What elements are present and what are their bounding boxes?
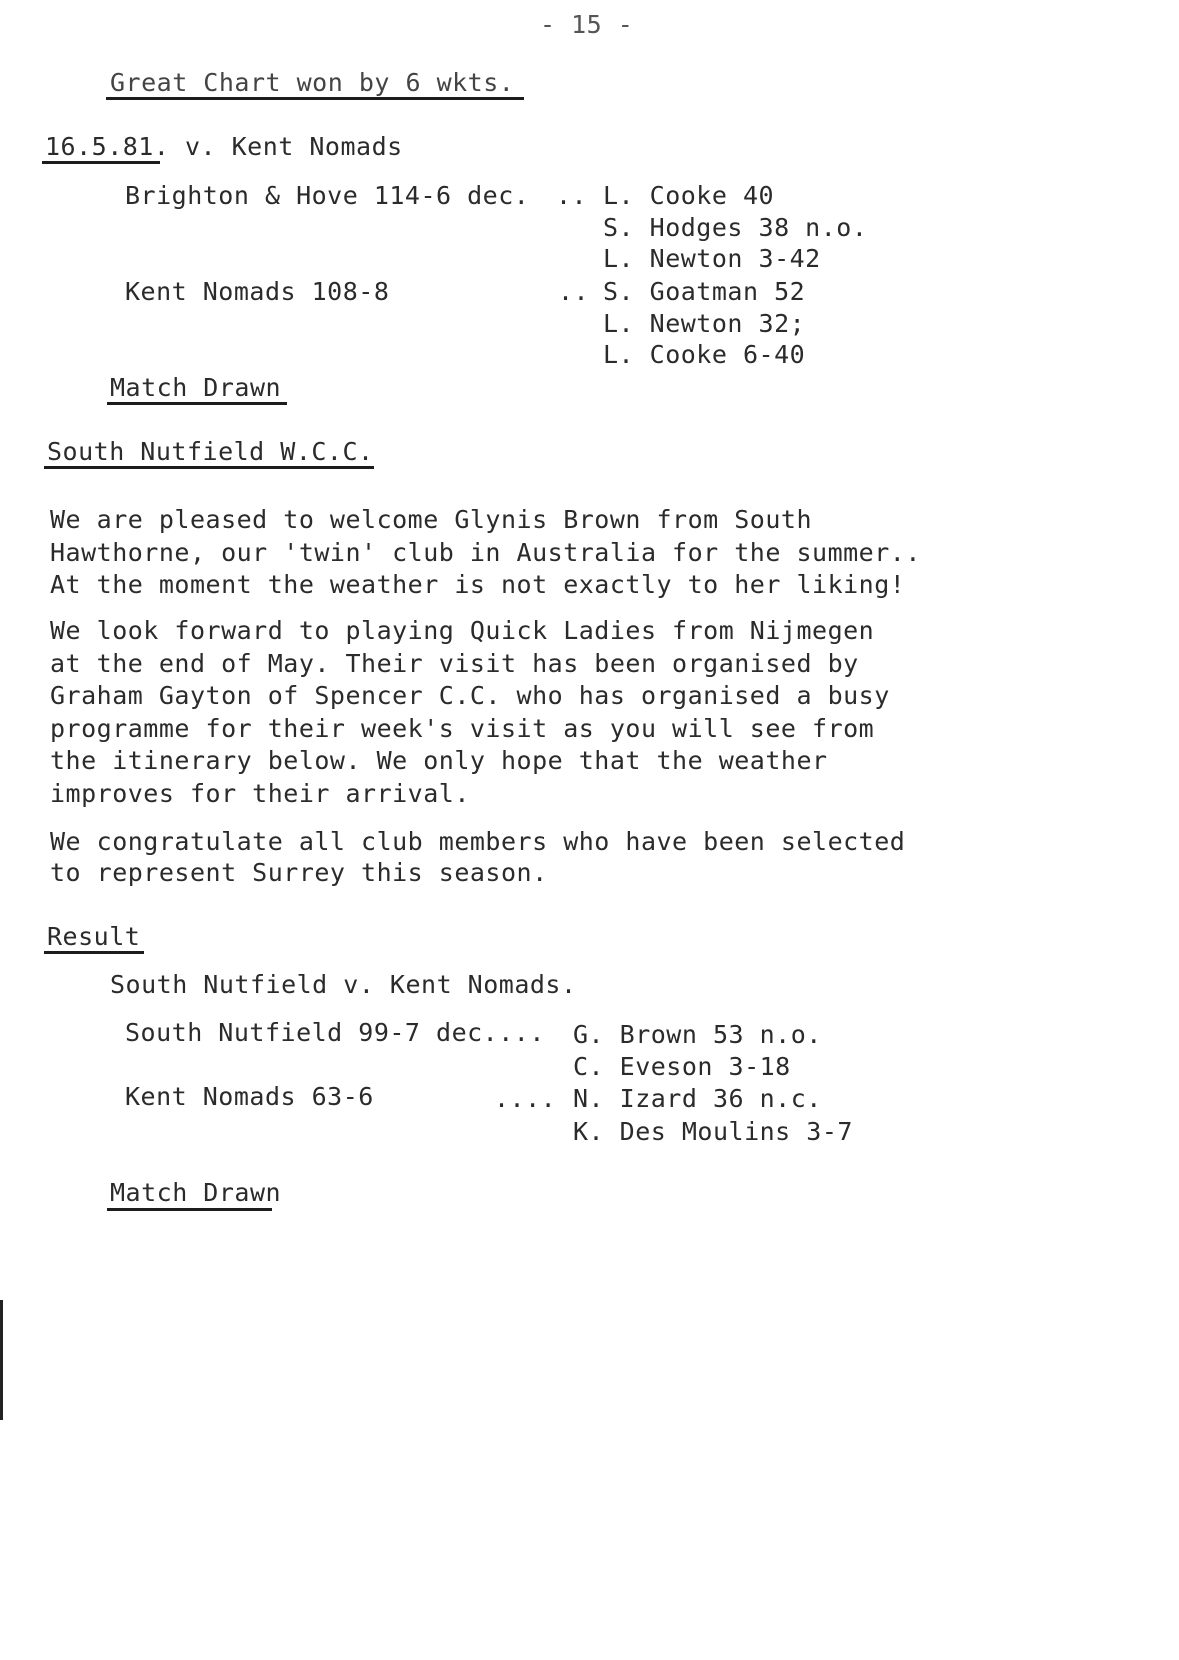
underline [42,161,160,164]
paragraph [50,503,921,602]
team-score: South Nutfield 99-7 dec.... [125,1018,545,1047]
previous-match-result: Great Chart won by 6 wkts. [110,68,515,97]
performer: L. Cooke 6-40 [603,340,806,369]
paragraph-line: We look forward to playing Quick Ladies from Nijmegen [50,616,875,645]
paragraph-line: to represent Surrey this season. [50,858,548,887]
performer: K. Des Moulins 3-7 [573,1117,853,1146]
match-result: Match Drawn [110,1178,282,1207]
team-score: Kent Nomads 108-8 [125,277,390,306]
performer: L. Cooke 40 [603,181,775,210]
paragraph [50,826,905,888]
section-heading: South Nutfield W.C.C. [47,437,374,466]
performer: N. Izard 36 n.c. [573,1084,822,1113]
scan-edge-mark [0,1300,3,1420]
team-score: Brighton & Hove 114-6 dec. [125,181,530,210]
underline [44,466,374,469]
paragraph-line: the itinerary below. We only hope that the weather [50,746,828,775]
paragraph-line: at the end of May. Their visit has been organised by [50,648,859,678]
paragraph-line: programme for their week's visit as you will see from [50,713,875,743]
paragraph-line: Graham Gayton of Spencer C.C. who has organised a busy [50,681,890,710]
dots: .. [556,181,588,210]
dots: .... [494,1084,557,1113]
underline [44,951,144,954]
performer: S. Hodges 38 n.o. [603,213,868,242]
performer: S. Goatman 52 [603,277,806,306]
match-heading: 16.5.81. v. Kent Nomads [45,132,403,161]
performer: C. Eveson 3-18 [573,1052,791,1081]
paragraph-line: We are pleased to welcome Glynis Brown from South [50,505,813,534]
team-score: Kent Nomads 63-6 [125,1082,374,1111]
performer: L. Newton 32; [603,309,806,338]
match-result: Match Drawn [110,373,282,402]
paragraph-line: Hawthorne, our 'twin' club in Australia for the summer.. [50,537,921,567]
paragraph-line: We congratulate all club members who have been selected [50,827,906,856]
dots: .. [558,277,590,306]
fixture: South Nutfield v. Kent Nomads. [110,970,577,999]
paragraph-line: improves for their arrival. [50,778,470,808]
underline [107,402,287,405]
performer: L. Newton 3-42 [603,244,821,273]
paragraph [50,615,890,810]
result-heading: Result [47,922,141,951]
underline [107,1208,272,1211]
paragraph-line: At the moment the weather is not exactly to her liking! [50,570,906,599]
page-number: - 15 - [540,10,634,39]
performer: G. Brown 53 n.o. [573,1020,822,1049]
underline [106,97,524,100]
